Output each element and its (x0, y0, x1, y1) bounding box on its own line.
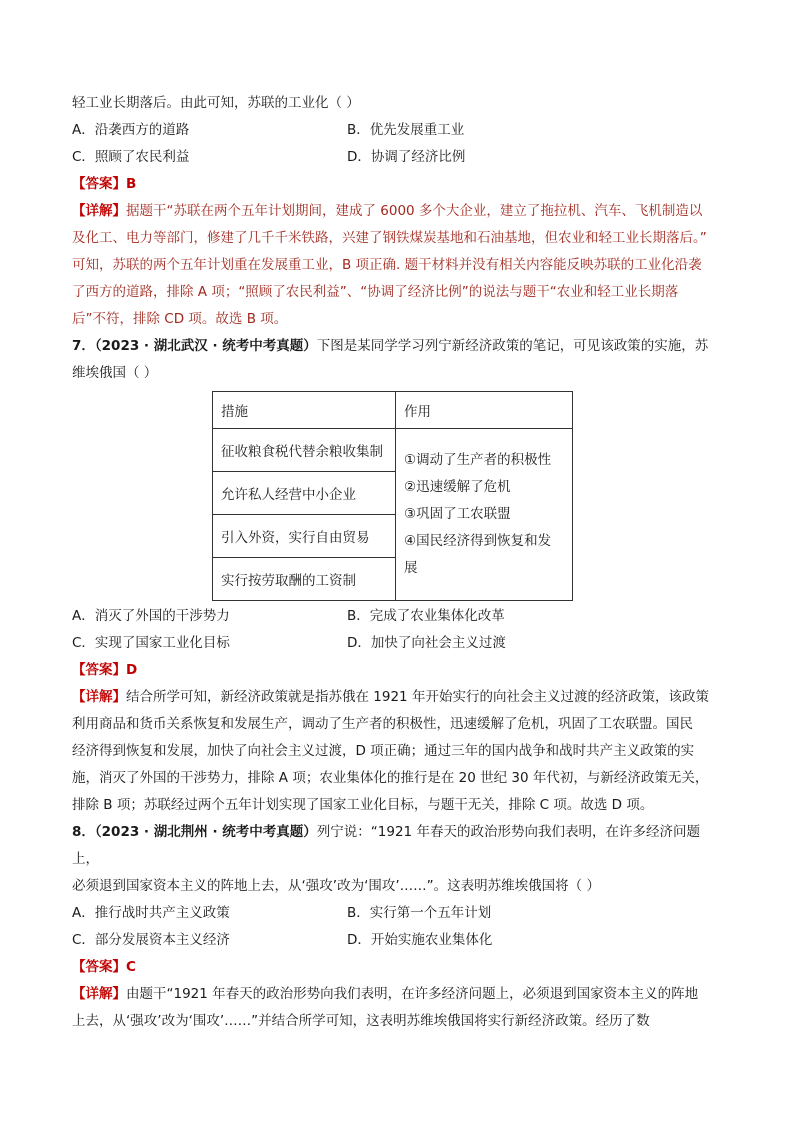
q6-option-a: A．沿袭西方的道路 (72, 122, 190, 138)
q6-detail-tag: 【详解】 (72, 203, 126, 219)
q8-stem-line-1: 列宁说：“1921 年春天的政治形势向我们表明，在许多经济问题上， (72, 824, 700, 867)
q6-detail-line: 据题干“苏联在两个五年计划期间，建成了 6000 多个大企业，建立了拖拉机、汽车、飞机制造以 (126, 203, 703, 219)
effect-item: ④国民经济得到恢复和发展 (404, 533, 552, 576)
effect-item: ②迅速缓解了危机 (404, 479, 511, 495)
q8-detail-line: 由题干“1921 年春天的政治形势向我们表明，在许多经济问题上，必须退到国家资本主义的阵地 (126, 986, 699, 1002)
q6-option-d: D．协调了经济比例 (347, 149, 466, 165)
q6-option-c: C．照顾了农民利益 (72, 149, 190, 165)
q7-option-d: D．加快了向社会主义过渡 (347, 635, 506, 651)
table-measure-cell: 征收粮食税代替余粮收集制 (213, 429, 396, 472)
table-header-effects: 作用 (396, 392, 573, 429)
table-measure-cell: 实行按劳取酬的工资制 (213, 558, 396, 601)
notes-table (212, 391, 573, 601)
q7-detail-line: 利用商品和货币关系恢复和发展生产，调动了生产者的积极性，迅速缓解了危机，巩固了工农联盟。国民 (72, 716, 693, 732)
q8-detail-tag: 【详解】 (72, 986, 126, 1002)
q7-detail-tag: 【详解】 (72, 689, 126, 705)
q7-options-row-2 (72, 630, 724, 657)
q8-detail-line: 上去，从‘强攻’改为‘围攻’……”并结合所学可知，这表明苏维埃俄国将实行新经济政策。经历了数 (72, 1013, 650, 1029)
q6-answer-tag: 【答案】 (72, 176, 126, 192)
q8-options-row-2 (72, 927, 724, 954)
q8-stem-line-2: 必须退到国家资本主义的阵地上去，从‘强攻’改为‘围攻’……”。这表明苏维埃俄国将（ ） (72, 878, 600, 894)
q6-stem: 轻工业长期落后。由此可知，苏联的工业化（ ） (72, 95, 360, 111)
q8-option-b: B．实行第一个五年计划 (347, 905, 492, 921)
q7-option-b: B．完成了农业集体化改革 (347, 608, 505, 624)
q6-detail-line: 后”不符，排除 CD 项。故选 B 项。 (72, 311, 288, 327)
q7-source: （2023 · 湖北武汉 · 统考中考真题） (94, 338, 317, 354)
q7-answer-tag: 【答案】 (72, 662, 126, 678)
q7-detail-line: 结合所学可知，新经济政策就是指苏俄在 1921 年开始实行的向社会主义过渡的经济政策，该政策 (126, 689, 709, 705)
q8-answer-tag: 【答案】 (72, 959, 126, 975)
q8-number: 8． (72, 824, 95, 840)
q8-answer (72, 954, 724, 981)
document-page (72, 90, 724, 1035)
effect-item: ③巩固了工农联盟 (404, 506, 511, 522)
q8-option-d: D．开始实施农业集体化 (347, 932, 493, 948)
q8-stem (72, 819, 724, 873)
q8-detail (72, 981, 724, 1035)
q7-stem-line-2: 维埃俄国（ ） (72, 365, 158, 381)
q6-detail-line: 可知，苏联的两个五年计划重在发展重工业，B 项正确. 题干材料并没有相关内容能反映苏联的工业化沿袭 (72, 257, 702, 273)
table-measure-cell: 允许私人经营中小企业 (213, 472, 396, 515)
q6-answer-value: B (126, 176, 137, 192)
effect-item: ①调动了生产者的积极性 (404, 452, 552, 468)
q7-options-row-1 (72, 603, 724, 630)
q8-answer-value: C (126, 959, 136, 975)
table-effects-cell (396, 429, 573, 601)
q6-detail-line: 及化工、电力等部门，修建了几千千米铁路，兴建了钢铁煤炭基地和石油基地，但农业和轻工业长期落后。” (72, 230, 707, 246)
q7-number: 7． (72, 338, 95, 354)
table-header-measures: 措施 (213, 392, 396, 429)
q7-detail-line: 排除 B 项；苏联经过两个五年计划实现了国家工业化目标，与题干无关，排除 C 项。故选 D 项。 (72, 797, 654, 813)
q8-options-row-1 (72, 900, 724, 927)
table-measure-cell: 引入外资，实行自由贸易 (213, 515, 396, 558)
q8-option-c: C．部分发展资本主义经济 (72, 932, 230, 948)
q7-stem-line-1: 下图是某同学学习列宁新经济政策的笔记，可见该政策的实施，苏 (316, 338, 709, 354)
q6-answer (72, 171, 724, 198)
q8-source: （2023 · 湖北荆州 · 统考中考真题） (94, 824, 317, 840)
q6-detail (72, 198, 724, 333)
q7-answer (72, 657, 724, 684)
q6-options-row-1 (72, 117, 724, 144)
q7-stem (72, 333, 724, 360)
q7-detail-line: 施，消灭了外国的干涉势力，排除 A 项；农业集体化的推行是在 20 世纪 30 年代初，与新经济政策无关， (72, 770, 709, 786)
q7-option-a: A．消灭了外国的干涉势力 (72, 608, 230, 624)
q7-detail (72, 684, 724, 819)
q7-detail-line: 经济得到恢复和发展，加快了向社会主义过渡，D 项正确；通过三年的国内战争和战时共产主义政策的实 (72, 743, 695, 759)
q6-option-b: B．优先发展重工业 (347, 122, 465, 138)
q6-detail-line: 了西方的道路，排除 A 项；“照顾了农民利益”、“协调了经济比例”的说法与题干“农业和轻工业长期落 (72, 284, 679, 300)
q8-option-a: A．推行战时共产主义政策 (72, 905, 230, 921)
q7-option-c: C．实现了国家工业化目标 (72, 635, 230, 651)
q7-answer-value: D (126, 662, 138, 678)
q6-options-row-2 (72, 144, 724, 171)
